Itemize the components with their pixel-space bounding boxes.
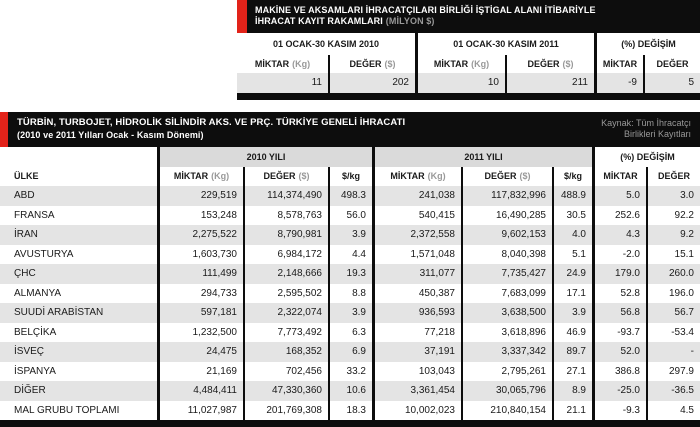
summary-column-header-row — [237, 55, 700, 73]
value-cell: 297.9 — [668, 365, 694, 377]
value-cell: 4.4 — [330, 245, 375, 265]
value-cell: 2,322,074 — [245, 303, 330, 323]
value-cell: -93.7 — [595, 323, 648, 343]
value-cell: 7,735,427 — [463, 264, 554, 284]
value-cell: 4.0 — [554, 225, 595, 245]
country-cell: BELÇİKA — [0, 323, 160, 343]
value-cell: 7,683,099 — [463, 284, 554, 304]
col-header-miktar-2011: MİKTAR (Kg) — [418, 55, 507, 73]
value-cell: 10 — [418, 73, 507, 93]
value-cell: -36.5 — [648, 381, 700, 401]
value-cell: 56.0 — [330, 206, 375, 226]
table-row — [0, 342, 700, 362]
value-cell: 5.1 — [554, 245, 595, 265]
country-cell: ALMANYA — [0, 284, 160, 304]
value-cell: 4.5 — [680, 404, 694, 416]
value-cell: 3,618,896 — [463, 323, 554, 343]
country-title-bar — [0, 112, 700, 147]
summary-title-unit: (MİLYON $) — [385, 16, 435, 26]
group-header-2011: 01 OCAK-30 KASIM 2011 — [418, 33, 597, 55]
col-header-dollar-per-kg-2010: $/kg — [330, 167, 375, 186]
table-row — [0, 206, 700, 226]
value-cell: -53.4 — [671, 326, 694, 338]
value-cell: 103,043 — [375, 362, 463, 382]
value-cell: 8,790,981 — [245, 225, 330, 245]
summary-title-line1: MAKİNE VE AKSAMLARI İHRACATÇILARI BİRLİĞİ İŞTİGAL ALANI İTİBARİYLE — [255, 5, 596, 15]
value-cell: 46.9 — [554, 323, 595, 343]
value-cell: 4.3 — [595, 225, 648, 245]
value-cell: 498.3 — [330, 186, 375, 206]
group-header-2010: 01 OCAK-30 KASIM 2010 — [237, 33, 418, 55]
value-cell: 10.6 — [330, 381, 375, 401]
value-cell: 8.8 — [330, 284, 375, 304]
country-cell: İSVEÇ — [0, 342, 160, 362]
value-cell: 92.2 — [674, 209, 694, 221]
table-row — [0, 362, 700, 382]
group-header-2010: 2010 YILI — [160, 147, 375, 167]
table-row — [0, 323, 700, 343]
table-row — [0, 186, 700, 206]
value-cell: 77,218 — [375, 323, 463, 343]
col-header-miktar-2011: MİKTAR (Kg) — [375, 167, 463, 186]
table-row — [0, 381, 700, 401]
value-cell: 56.7 — [648, 303, 700, 323]
value-cell: 252.6 — [595, 206, 648, 226]
value-cell: 1,603,730 — [160, 245, 245, 265]
value-cell: 89.7 — [554, 342, 595, 362]
country-column-header-row — [0, 167, 700, 186]
bottom-black-bar — [237, 93, 700, 100]
col-header-deger-change: DEĞER — [657, 171, 690, 181]
bottom-black-bar — [0, 420, 700, 427]
value-cell: 294,733 — [160, 284, 245, 304]
table-row — [0, 225, 700, 245]
value-cell: 10,002,023 — [375, 401, 463, 421]
value-cell: 30,065,796 — [463, 381, 554, 401]
value-cell: 6.9 — [330, 342, 375, 362]
value-cell: 241,038 — [375, 186, 463, 206]
value-cell: 3.0 — [648, 186, 700, 206]
col-header-miktar-2010: MİKTAR (Kg) — [237, 55, 330, 73]
value-cell: -9.3 — [595, 401, 648, 421]
col-header-deger-2010: DEĞER ($) — [245, 167, 330, 186]
summary-title-bar — [237, 0, 700, 33]
summary-title — [247, 0, 596, 33]
value-cell: 260.0 — [648, 264, 700, 284]
table-row — [0, 284, 700, 304]
value-cell: 56.8 — [595, 303, 648, 323]
value-cell: 3,361,454 — [375, 381, 463, 401]
value-cell: 196.0 — [668, 287, 694, 299]
value-cell: -25.0 — [595, 381, 648, 401]
group-header-change: (%) DEĞİŞİM — [595, 147, 700, 167]
value-cell: 21,169 — [160, 362, 245, 382]
value-cell: 16,490,285 — [463, 206, 554, 226]
value-cell: 6.3 — [330, 323, 375, 343]
value-cell: 153,248 — [160, 206, 245, 226]
value-cell: 5 — [645, 73, 700, 93]
col-header-dollar-per-kg-2011: $/kg — [554, 167, 595, 186]
red-accent-bar — [0, 112, 8, 147]
col-header-miktar-2010: MİKTAR (Kg) — [160, 167, 245, 186]
value-cell: 114,374,490 — [245, 186, 330, 206]
value-cell: 211 — [507, 73, 597, 93]
col-header-deger-2010: DEĞER ($) — [330, 55, 418, 73]
value-cell: 540,415 — [375, 206, 463, 226]
value-cell: 450,387 — [375, 284, 463, 304]
group-header-2011: 2011 YILI — [375, 147, 595, 167]
summary-data-row — [237, 73, 700, 93]
value-cell: 24,475 — [160, 342, 245, 362]
value-cell: 5.0 — [595, 186, 648, 206]
col-header-deger-2011: DEĞER ($) — [463, 167, 554, 186]
value-cell: 2,372,558 — [375, 225, 463, 245]
value-cell: 3.9 — [554, 303, 595, 323]
value-cell: 11,027,987 — [160, 401, 245, 421]
value-cell: 179.0 — [595, 264, 648, 284]
country-cell: ABD — [0, 186, 160, 206]
value-cell: 311,077 — [375, 264, 463, 284]
country-cell: MAL GRUBU TOPLAMI — [0, 401, 160, 421]
value-cell: 202 — [330, 73, 418, 93]
value-cell: -9 — [597, 73, 645, 93]
value-cell: 11 — [237, 73, 330, 93]
col-header-miktar-change: MİKTAR — [597, 55, 645, 73]
summary-group-header-row — [237, 33, 700, 55]
value-cell: 1,571,048 — [375, 245, 463, 265]
value-cell: 2,595,502 — [245, 284, 330, 304]
country-cell: İSPANYA — [0, 362, 160, 382]
value-cell: 3,638,500 — [463, 303, 554, 323]
value-cell: 33.2 — [330, 362, 375, 382]
value-cell: 19.3 — [330, 264, 375, 284]
value-cell: 229,519 — [160, 186, 245, 206]
value-cell: 210,840,154 — [463, 401, 554, 421]
value-cell: 18.3 — [330, 401, 375, 421]
value-cell: 201,769,308 — [245, 401, 330, 421]
value-cell: 117,832,996 — [463, 186, 554, 206]
value-cell: 8.9 — [554, 381, 595, 401]
value-cell: 3.9 — [330, 303, 375, 323]
value-cell: 47,330,360 — [245, 381, 330, 401]
col-header-country: ÜLKE — [0, 167, 160, 186]
country-table-title — [8, 112, 601, 147]
value-cell: 3,337,342 — [463, 342, 554, 362]
country-table — [0, 112, 700, 427]
value-cell: 111,499 — [160, 264, 245, 284]
value-cell: 7,773,492 — [245, 323, 330, 343]
value-cell: -2.0 — [595, 245, 648, 265]
col-header-deger-change: DEĞER — [656, 59, 689, 69]
value-cell: 4,484,411 — [160, 381, 245, 401]
value-cell: 936,593 — [375, 303, 463, 323]
value-cell: 8,578,763 — [245, 206, 330, 226]
red-accent-bar — [237, 0, 247, 33]
value-cell: 24.9 — [554, 264, 595, 284]
value-cell: 1,232,500 — [160, 323, 245, 343]
value-cell: 386.8 — [595, 362, 648, 382]
summary-title-line2: İHRACAT KAYIT RAKAMLARI (MİLYON $) — [255, 16, 435, 26]
value-cell: 2,275,522 — [160, 225, 245, 245]
value-cell: 2,795,261 — [463, 362, 554, 382]
country-cell: SUUDİ ARABİSTAN — [0, 303, 160, 323]
country-rows — [0, 186, 700, 420]
value-cell: 17.1 — [554, 284, 595, 304]
value-cell: 15.1 — [674, 248, 694, 260]
table-row — [0, 245, 700, 265]
country-group-header-row — [0, 147, 700, 167]
value-cell: 168,352 — [245, 342, 330, 362]
table-row — [0, 264, 700, 284]
value-cell: 27.1 — [554, 362, 595, 382]
value-cell: 6,984,172 — [245, 245, 330, 265]
value-cell: 37,191 — [375, 342, 463, 362]
value-cell: 702,456 — [245, 362, 330, 382]
value-cell: 52.8 — [595, 284, 648, 304]
col-header-miktar-change: MİKTAR — [595, 167, 648, 186]
summary-table — [237, 0, 700, 100]
country-title-line1: TÜRBİN, TURBOJET, HİDROLİK SİLİNDİR AKS. VE PRÇ. TÜRKİYE GENELİ İHRACATI — [17, 117, 406, 128]
source-line2: Birlikleri Kayıtları — [623, 129, 691, 139]
country-title-line2: (2010 ve 2011 Yılları Ocak - Kasım Dönemi) — [17, 130, 204, 140]
value-cell: 9.2 — [648, 225, 700, 245]
country-cell: ÇHC — [0, 264, 160, 284]
table-row — [0, 303, 700, 323]
value-cell: 9,602,153 — [463, 225, 554, 245]
value-cell: - — [648, 342, 700, 362]
country-cell: AVUSTURYA — [0, 245, 160, 265]
col-header-deger-2011: DEĞER ($) — [507, 55, 597, 73]
value-cell: 488.9 — [554, 186, 595, 206]
value-cell: 2,148,666 — [245, 264, 330, 284]
country-cell: DİĞER — [0, 381, 160, 401]
group-header-change: (%) DEĞİŞİM — [621, 39, 676, 49]
source-line1: Kaynak: Tüm İhracatçı — [601, 118, 691, 128]
value-cell: 3.9 — [330, 225, 375, 245]
country-cell: FRANSA — [0, 206, 160, 226]
group-header-spacer — [0, 147, 160, 167]
value-cell: 30.5 — [554, 206, 595, 226]
value-cell: 52.0 — [595, 342, 648, 362]
table-row — [0, 401, 700, 421]
value-cell: 597,181 — [160, 303, 245, 323]
value-cell: 21.1 — [554, 401, 595, 421]
value-cell: 8,040,398 — [463, 245, 554, 265]
country-cell: İRAN — [0, 225, 160, 245]
source-note — [601, 112, 700, 147]
